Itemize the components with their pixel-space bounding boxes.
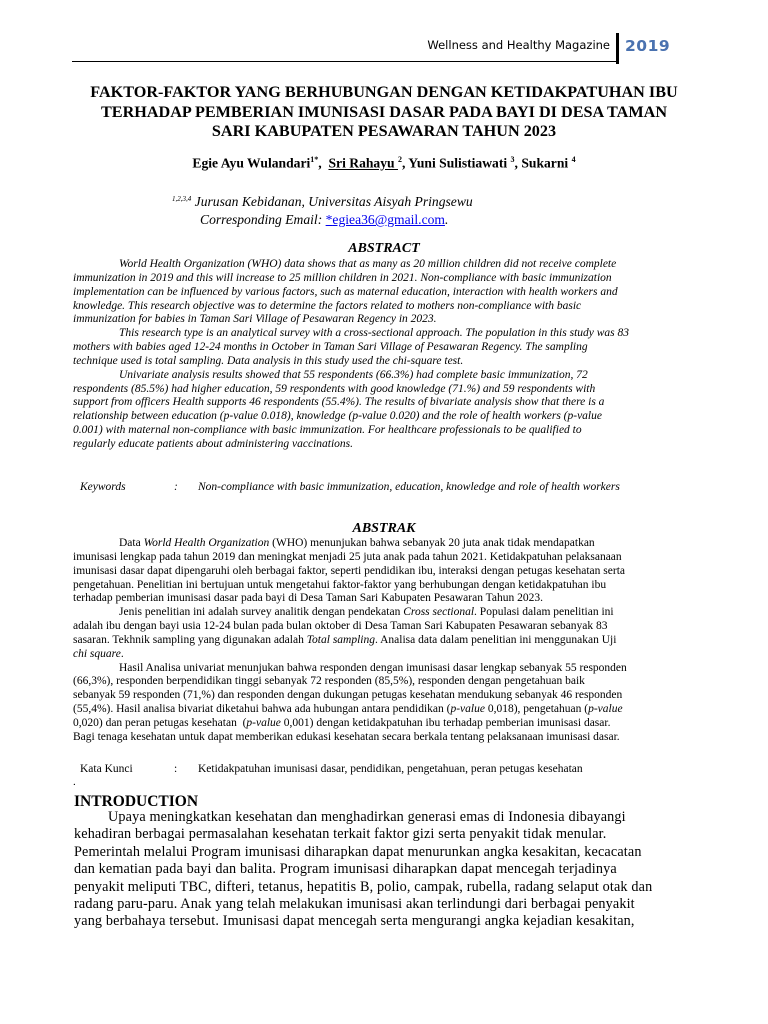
text-line: imunisasi lengkap pada tahun 2019 dan meningkat menjadi 25 juta anak pada tahun 2021. Ketidakpatuhan pelaksanaan [73, 550, 622, 563]
abstract-heading: ABSTRACT [348, 241, 420, 256]
text-line: technique used is total sampling. Data analysis in this study used the chi-square test. [73, 354, 464, 367]
text-line: adalah ibu dengan bayi usia 12-24 bulan pada bulan oktober di Desa Taman Sari Kabupaten Pesawaran sebanyak 83 [73, 620, 608, 633]
introduction-body [74, 809, 693, 931]
text-line: regularly educate patients about administering vaccinations. [73, 437, 354, 450]
title-line: FAKTOR-FAKTOR YANG BERHUBUNGAN DENGAN KETIDAKPATUHAN IBU [90, 83, 678, 101]
author-affil-mark: 4 [571, 155, 576, 164]
kata-kunci-text: Ketidakpatuhan imunisasi dasar, pendidikan, pengetahuan, peran petugas kesehatan [198, 763, 583, 775]
author-name: Sri Rahayu [328, 155, 398, 171]
text-line: sebanyak 59 responden (71,%) dan responden dengan dukungan petugas kesehatan mendukung sebanyak 46 responden [73, 689, 623, 702]
affiliation-marks: 1,2,3,4 [172, 195, 192, 203]
text-line: Upaya meningkatkan kesehatan dan menghadirkan generasi emas di Indonesia dibayangi [108, 809, 626, 825]
author-affil-mark: 2 [397, 155, 402, 164]
abstract-english [73, 258, 692, 452]
text-line: Univariate analysis results showed that 55 respondents (66.3%) had complete basic immunization, 72 [119, 368, 588, 381]
text-line: immunization for babies in Taman Sari Village of Pesawaran Regency in 2023. [73, 313, 437, 326]
text-line: Bagi tenaga kesehatan untuk dapat memberikan edukasi kesehatan secara berkala tentang pelaksanaan imunisasi dasar. [73, 730, 620, 743]
text-line: knowledge. This research objective was to determine the factors related to mothers non-compliance with basic [73, 299, 582, 312]
email-label: Corresponding Email: [200, 212, 326, 227]
text-line: sasaran. Tekhnik sampling yang digunakan adalah Total sampling. Analisa data dalam penelitian ini menggunakan Uji [73, 633, 617, 646]
text-line: relationship between education (p-value 0.018), knowledge (p-value 0.020) and the role of health workers (p-value [73, 410, 602, 423]
text-line: Jenis penelitian ini adalah survey analitik dengan pendekatan Cross sectional. Populasi dalam penelitian ini [119, 606, 614, 619]
author-name: Sukarni [521, 155, 572, 171]
text-line: (66,3%), responden berpendidikan tinggi sebanyak 72 responden (85,5%), responden dengan pengetahuan baik [73, 675, 585, 688]
journal-year: 2019 [625, 37, 671, 55]
abstract-indonesian [73, 537, 692, 745]
text-line: This research type is an analytical survey with a cross-sectional approach. The population in this study was 83 [119, 327, 630, 340]
text-line: dan kematian pada bayi dan balita. Program imunisasi diharapkan dapat mencegah terjadinya [74, 861, 617, 878]
text-line: chi square. [73, 647, 124, 660]
text-line: kehadiran berbagai permasalahan kesehatan terkait faktor gizi serta penyakit tidak menular. [74, 826, 607, 843]
text-line: World Health Organization (WHO) data shows that as many as 20 million children did not receive complete [119, 258, 617, 270]
title-line: SARI KABUPATEN PESAWARAN TAHUN 2023 [211, 122, 557, 140]
text-line: Hasil Analisa univariat menunjukan bahwa responden dengan imunisasi dasar lengkap sebanyak 55 responden [119, 661, 627, 674]
author-list: Egie Ayu Wulandari$^{1*}$, Sri Rahayu $^2$, Yuni Sulistiawati $^3$, Sukarni $^4$ [192, 155, 576, 171]
corresponding-email-link[interactable]: *egiea36@gmail.com [325, 212, 445, 227]
stray-period: . [73, 776, 76, 788]
kata-kunci-label: Kata Kunci [80, 763, 133, 775]
text-line: yang berbahaya tersebut. Imunisasi dapat mencegah serta mengurangi angka kejadian kesakitan, [74, 913, 635, 930]
text-line: Pemerintah melalui Program imunisasi diharapkan dapat menurunkan angka kesakitan, kecacatan [74, 843, 642, 860]
text-line: 0,020) dan peran petugas kesehatan (p-value 0,001) dengan ketidakpatuhan ibu terhadap pemberian imunisasi dasar. [73, 716, 611, 729]
keywords-text: Non-compliance with basic immunization, education, knowledge and role of health workers [198, 481, 620, 493]
text-line: 0.001) with maternal non-compliance with basic immunization. For healthcare professionals to be qualified to [73, 424, 582, 437]
text-line: implementation can be influenced by various factors, such as maternal education, interaction with health workers and [73, 285, 618, 298]
author-name: Egie Ayu Wulandari [192, 155, 311, 171]
header-rule [72, 61, 616, 62]
text-line: imunisasi dasar dapat dipengaruhi oleh berbagai faktor, seperti pendidikan ibu, interaksi dengan petugas kesehatan serta [73, 564, 625, 577]
author-affil-mark: 1* [310, 155, 319, 164]
text-line: Data World Health Organization (WHO) menunjukan bahwa sebanyak 20 juta anak tidak mendapatkan [119, 537, 595, 549]
text-line: support from officers Health supports 46 respondents (55.4%). The results of bivariate analysis show that there is a [73, 396, 605, 409]
text-line: pengetahuan. Penelitian ini bertujuan untuk mengetahui faktor-faktor yang berhubungan dengan ketidakpatuhan ibu [73, 578, 607, 591]
text-line: terhadap pemberian imunisasi dasar pada bayi di Desa Taman Sari Kabupaten Pesawaran Tahun 2023. [73, 592, 543, 605]
keywords-label: Keywords [80, 481, 126, 493]
paper-title [40, 83, 728, 142]
text-line: (55,4%). Hasil analisa bivariat diketahui bahwa ada hubungan antara pendidikan (p-value 0,018), pengetahuan (p-value [73, 703, 623, 716]
header-divider [616, 33, 619, 64]
text-line: immunization in 2019 and this will increase to 25 million children in 2021. Non-compliance with basic immunization [73, 271, 612, 284]
affiliation-block: $^{1,2,3,4}$ Jurusan Kebidanan, Universitas Aisyah Pringsewu Corresponding Email: *egiea36@gmail.com. [172, 194, 473, 227]
text-line: respondents (85.5%) had higher education, 59 respondents with good knowledge (71.%) and 59 respondents with [73, 382, 596, 395]
affiliation-institution: Jurusan Kebidanan, Universitas Aisyah Pringsewu [194, 194, 473, 209]
text-line: mothers with babies aged 12-24 months in October in Taman Sari Village of Pesawaran Regency. The sampling [73, 341, 588, 354]
author-affil-mark: 3 [510, 155, 515, 164]
text-line: penyakit meliputi TBC, difteri, tetanus, hepatitis B, polio, campak, rubella, radang selaput otak dan [74, 878, 653, 895]
title-line: TERHADAP PEMBERIAN IMUNISASI DASAR PADA BAYI DI DESA TAMAN [100, 102, 668, 121]
journal-name: Wellness and Healthy Magazine [427, 38, 610, 52]
text-line: radang paru-paru. Anak yang telah melakukan imunisasi akan terlindungi dari berbagai penyakit [74, 896, 635, 913]
abstrak-heading: ABSTRAK [352, 521, 416, 536]
introduction-heading: INTRODUCTION [74, 793, 199, 810]
author-name: Yuni Sulistiawati [408, 155, 511, 171]
